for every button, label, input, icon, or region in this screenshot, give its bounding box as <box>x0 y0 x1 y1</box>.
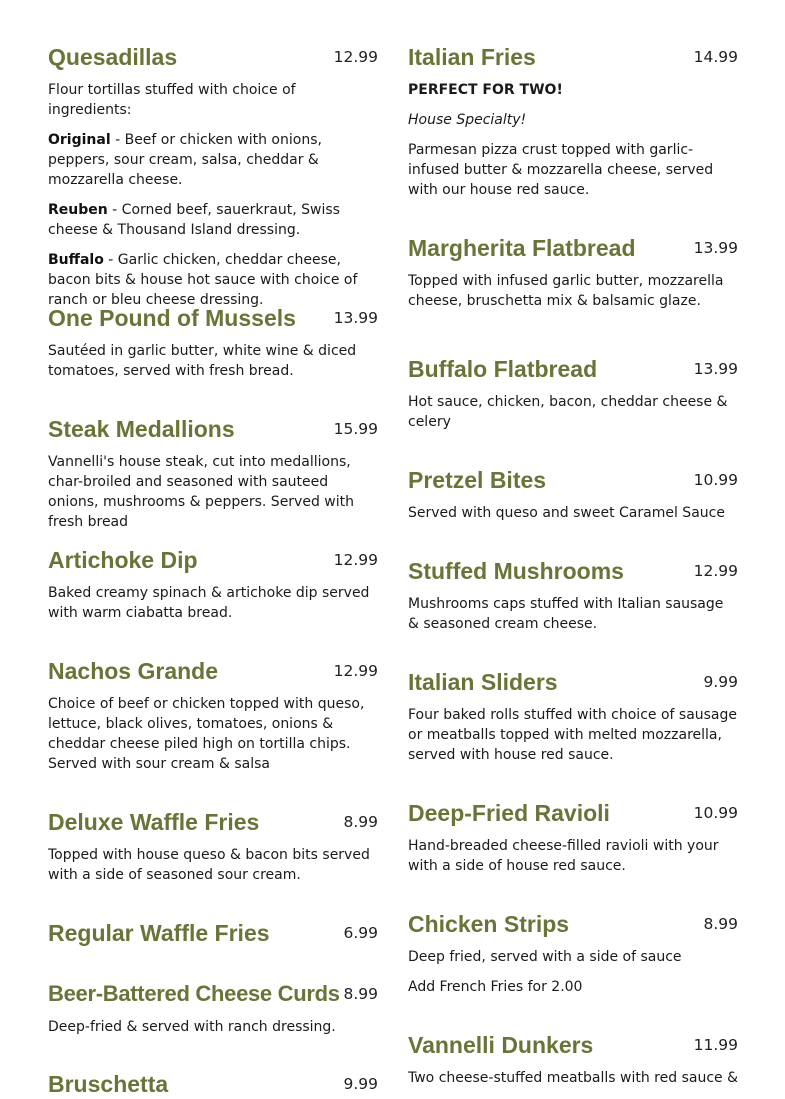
item-description: Choice of beef or chicken topped with queso, lettuce, black olives, tomatoes, onions & cheddar cheese piled high on tortilla chips. Served with sour cream & salsa <box>48 696 365 772</box>
item-addon: Add French Fries for 2.00 <box>408 979 583 995</box>
item-price: 8.99 <box>343 813 378 831</box>
item-price: 11.99 <box>693 1036 738 1054</box>
item-name: Deluxe Waffle Fries <box>48 809 260 835</box>
item-description: Four baked rolls stuffed with choice of sausage or meatballs topped with melted mozzarella, served with house red sauce. <box>408 707 738 763</box>
item-price: 9.99 <box>703 673 738 691</box>
menu-item-buffalo-flatbread <box>408 354 738 432</box>
item-name: Pretzel Bites <box>408 467 547 493</box>
item-description: Deep-fried & served with ranch dressing. <box>48 1019 336 1035</box>
item-name: Regular Waffle Fries <box>48 920 270 946</box>
item-name: Bruschetta <box>48 1071 169 1097</box>
item-option <box>48 130 378 190</box>
menu-item-cheese-curds <box>48 979 378 1037</box>
item-description: Hand-breaded cheese-filled ravioli with your with a side of house red sauce. <box>408 838 719 874</box>
item-option <box>48 200 378 240</box>
item-price: 12.99 <box>333 662 378 680</box>
item-description: Topped with infused garlic butter, mozzarella cheese, bruschetta mix & balsamic glaze. <box>408 273 724 309</box>
option-text: - Garlic chicken, cheddar cheese, bacon bits & house hot sauce with choice of ranch or bleu cheese dressing. <box>48 252 358 308</box>
item-name: One Pound of Mussels <box>48 305 296 331</box>
item-name: Artichoke Dip <box>48 547 198 573</box>
item-note: House Specialty! <box>408 112 527 128</box>
item-name: Italian Sliders <box>408 669 558 695</box>
option-text: - Beef or chicken with onions, peppers, sour cream, salsa, cheddar & mozzarella cheese. <box>48 132 322 188</box>
item-tagline: PERFECT FOR TWO! <box>408 82 563 98</box>
item-price: 6.99 <box>343 924 378 942</box>
menu-item-margherita-flatbread <box>408 233 738 311</box>
item-price: 12.99 <box>333 551 378 569</box>
option-label: Original <box>48 132 111 148</box>
item-description: Vannelli's house steak, cut into medallions, char-broiled and seasoned with sauteed onions, mushrooms & peppers. Served with fresh bread <box>48 454 354 530</box>
item-description: Hot sauce, chicken, bacon, cheddar cheese & celery <box>408 394 728 430</box>
item-description: Topped with house queso & bacon bits served with a side of seasoned sour cream. <box>48 847 370 883</box>
menu-item-deep-fried-ravioli <box>408 798 738 876</box>
menu-item-chicken-strips <box>408 909 738 997</box>
menu-item-pretzel-bites <box>408 465 738 523</box>
item-name: Buffalo Flatbread <box>408 356 598 382</box>
item-price: 12.99 <box>693 562 738 580</box>
option-label: Buffalo <box>48 252 104 268</box>
item-name: Steak Medallions <box>48 416 235 442</box>
menu-item-regular-waffle-fries <box>48 918 378 948</box>
menu-item-bruschetta <box>48 1069 378 1099</box>
item-name: Stuffed Mushrooms <box>408 558 624 584</box>
menu-item-quesadillas <box>48 42 378 310</box>
option-label: Reuben <box>48 202 108 218</box>
menu-item-steak-medallions <box>48 414 378 532</box>
item-price: 12.99 <box>333 48 378 66</box>
item-price: 15.99 <box>333 420 378 438</box>
item-name: Beer-Battered Cheese Curds <box>48 981 340 1006</box>
item-price: 10.99 <box>693 804 738 822</box>
item-name: Margherita Flatbread <box>408 235 636 261</box>
item-price: 13.99 <box>693 239 738 257</box>
menu-item-nachos-grande <box>48 656 378 774</box>
item-name: Nachos Grande <box>48 658 218 684</box>
item-name: Quesadillas <box>48 44 178 70</box>
item-price: 9.99 <box>343 1075 378 1093</box>
menu-item-italian-sliders <box>408 667 738 765</box>
item-price: 8.99 <box>343 985 378 1003</box>
menu-item-vannelli-dunkers <box>408 1030 738 1088</box>
option-text: - Corned beef, sauerkraut, Swiss cheese & Thousand Island dressing. <box>48 202 340 238</box>
item-description: Two cheese-stuffed meatballs with red sauce & <box>408 1070 738 1086</box>
item-price: 10.99 <box>693 471 738 489</box>
menu-item-deluxe-waffle-fries <box>48 807 378 885</box>
item-name: Italian Fries <box>408 44 536 70</box>
item-description: Mushrooms caps stuffed with Italian sausage & seasoned cream cheese. <box>408 596 724 632</box>
menu-item-mussels <box>48 303 378 381</box>
item-description: Sautéed in garlic butter, white wine & diced tomatoes, served with fresh bread. <box>48 343 357 379</box>
item-description: Served with queso and sweet Caramel Sauce <box>408 505 725 521</box>
item-price: 8.99 <box>703 915 738 933</box>
item-name: Deep-Fried Ravioli <box>408 800 610 826</box>
item-description: Baked creamy spinach & artichoke dip served with warm ciabatta bread. <box>48 585 370 621</box>
item-price: 13.99 <box>333 309 378 327</box>
item-name: Chicken Strips <box>408 911 570 937</box>
menu-item-artichoke-dip <box>48 545 378 623</box>
item-price: 13.99 <box>693 360 738 378</box>
item-intro: Flour tortillas stuffed with choice of ingredients: <box>48 82 296 118</box>
item-description: Deep fried, served with a side of sauce <box>408 949 682 965</box>
item-price: 14.99 <box>693 48 738 66</box>
menu-item-stuffed-mushrooms <box>408 556 738 634</box>
item-description: Parmesan pizza crust topped with garlic-infused butter & mozzarella cheese, served with our house red sauce. <box>408 142 714 198</box>
item-option <box>48 250 378 310</box>
item-name: Vannelli Dunkers <box>408 1032 594 1058</box>
menu-item-italian-fries <box>408 42 738 200</box>
